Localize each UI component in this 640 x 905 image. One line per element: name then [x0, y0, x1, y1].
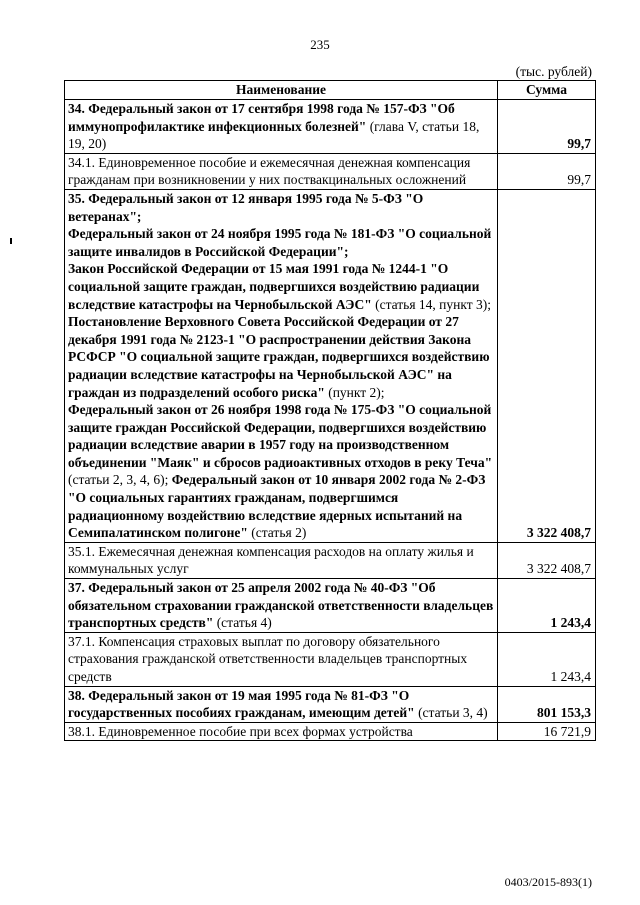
row-name-text: 38. Федеральный закон от 19 мая 1995 года № 81-ФЗ "О государственных пособиях гражданам, имеющим детей" [68, 687, 415, 721]
row-sum-cell: 3 322 408,7 [498, 542, 596, 578]
page-number: 235 [310, 37, 330, 52]
table-row [65, 189, 596, 542]
row-name-cell [65, 579, 498, 633]
row-name-text: (пункт 2); [324, 384, 385, 400]
row-sum-cell: 1 243,4 [498, 632, 596, 686]
row-name-text: Федеральный закон от 24 ноября 1995 года № 181-ФЗ "О социальной защите инвалидов в Российской Федерации"; [68, 226, 492, 259]
row-name-text: 34.1. Единовременное пособие и ежемесячная денежная компенсация гражданам при возникновении у них поствакцинальных осложнений [68, 154, 471, 188]
row-name-text: 35. Федеральный закон от 12 января 1995 года № 5-ФЗ "О ветеранах"; [68, 190, 424, 224]
units-label: (тыс. рублей) [515, 64, 592, 79]
row-name-text: 37. Федеральный закон от 25 апреля 2002 года № 40-ФЗ "Об обязательном страховании гражданской ответственности владельцев транспортных средств" [68, 580, 494, 631]
row-name-text: Федеральный закон от 26 ноября 1998 года № 175-ФЗ "О социальной защите граждан Российской Федерации, подвергшихся воздействию радиации вследствие аварии в 1957 году на производственном объединении "Маяк" и сбросов радиоактивных отходов в реку Теча" [68, 402, 493, 470]
row-name-cell [65, 686, 498, 722]
table-row [65, 686, 596, 722]
table-header-row [65, 81, 596, 100]
row-name-text: Закон Российской Федерации от 15 мая 1991 года № 1244-1 "О социальной защите граждан, подвергшихся воздействию радиации вследствие катастрофы на Чернобыльской АЭС" [68, 261, 480, 312]
row-name-cell [65, 542, 498, 578]
header-name: Наименование [65, 81, 498, 100]
row-name-cell [65, 153, 498, 189]
row-sum-cell: 99,7 [498, 153, 596, 189]
header-sum: Сумма [498, 81, 596, 100]
row-sum-cell: 3 322 408,7 [498, 189, 596, 542]
row-name-text: 37.1. Компенсация страховых выплат по договору обязательного страхования гражданской ответственности владельцев транспортных средств [68, 633, 468, 684]
document-code: 0403/2015-893(1) [504, 875, 592, 889]
row-sum-cell: 1 243,4 [498, 579, 596, 633]
row-name-text: 35.1. Ежемесячная денежная компенсация расходов на оплату жилья и коммунальных услуг [68, 543, 474, 577]
table-row [65, 632, 596, 686]
row-name-text: (статья 14, пункт 3); [371, 296, 492, 312]
row-name-cell [65, 722, 498, 741]
table-row [65, 100, 596, 154]
table-row [65, 153, 596, 189]
row-name-text: (глава V, статьи 18, 19, 20) [68, 118, 480, 152]
row-sum-cell: 99,7 [498, 100, 596, 154]
margin-mark [10, 238, 12, 244]
row-name-text: (статьи 2, 3, 4, 6); [68, 472, 169, 488]
row-name-cell [65, 100, 498, 154]
row-name-text: (статья 4) [213, 615, 272, 631]
row-name-text: (статья 2) [247, 525, 307, 541]
row-name-text: Федеральный закон от 10 января 2002 года № 2-ФЗ "О социальных гарантиях гражданам, подвергшимся радиационному воздействию вследствие ядерных испытаний на Семипалатинском полигоне" [68, 472, 486, 541]
row-name-text: 38.1. Единовременное пособие при всех формах устройства [68, 723, 413, 739]
row-name-text: 34. Федеральный закон от 17 сентября 1998 года № 157-ФЗ "Об иммунопрофилактике инфекционных болезней" [68, 101, 455, 134]
row-name-text: (статьи 3, 4) [414, 705, 488, 721]
row-name-text: Постановление Верховного Совета Российской Федерации от 27 декабря 1991 года № 2123-1 "О распространении действия Закона РСФСР "О социальной защите граждан, подвергшихся воздействию радиации вследствие катастрофы на Чернобыльской АЭС" на граждан из подразделений особого риска" [68, 314, 490, 400]
budget-table [64, 80, 596, 741]
row-sum-cell: 16 721,9 [498, 722, 596, 741]
table-row [65, 722, 596, 741]
row-name-cell [65, 632, 498, 686]
row-name-cell [65, 189, 498, 542]
table-row [65, 579, 596, 633]
table-row [65, 542, 596, 578]
row-sum-cell: 801 153,3 [498, 686, 596, 722]
